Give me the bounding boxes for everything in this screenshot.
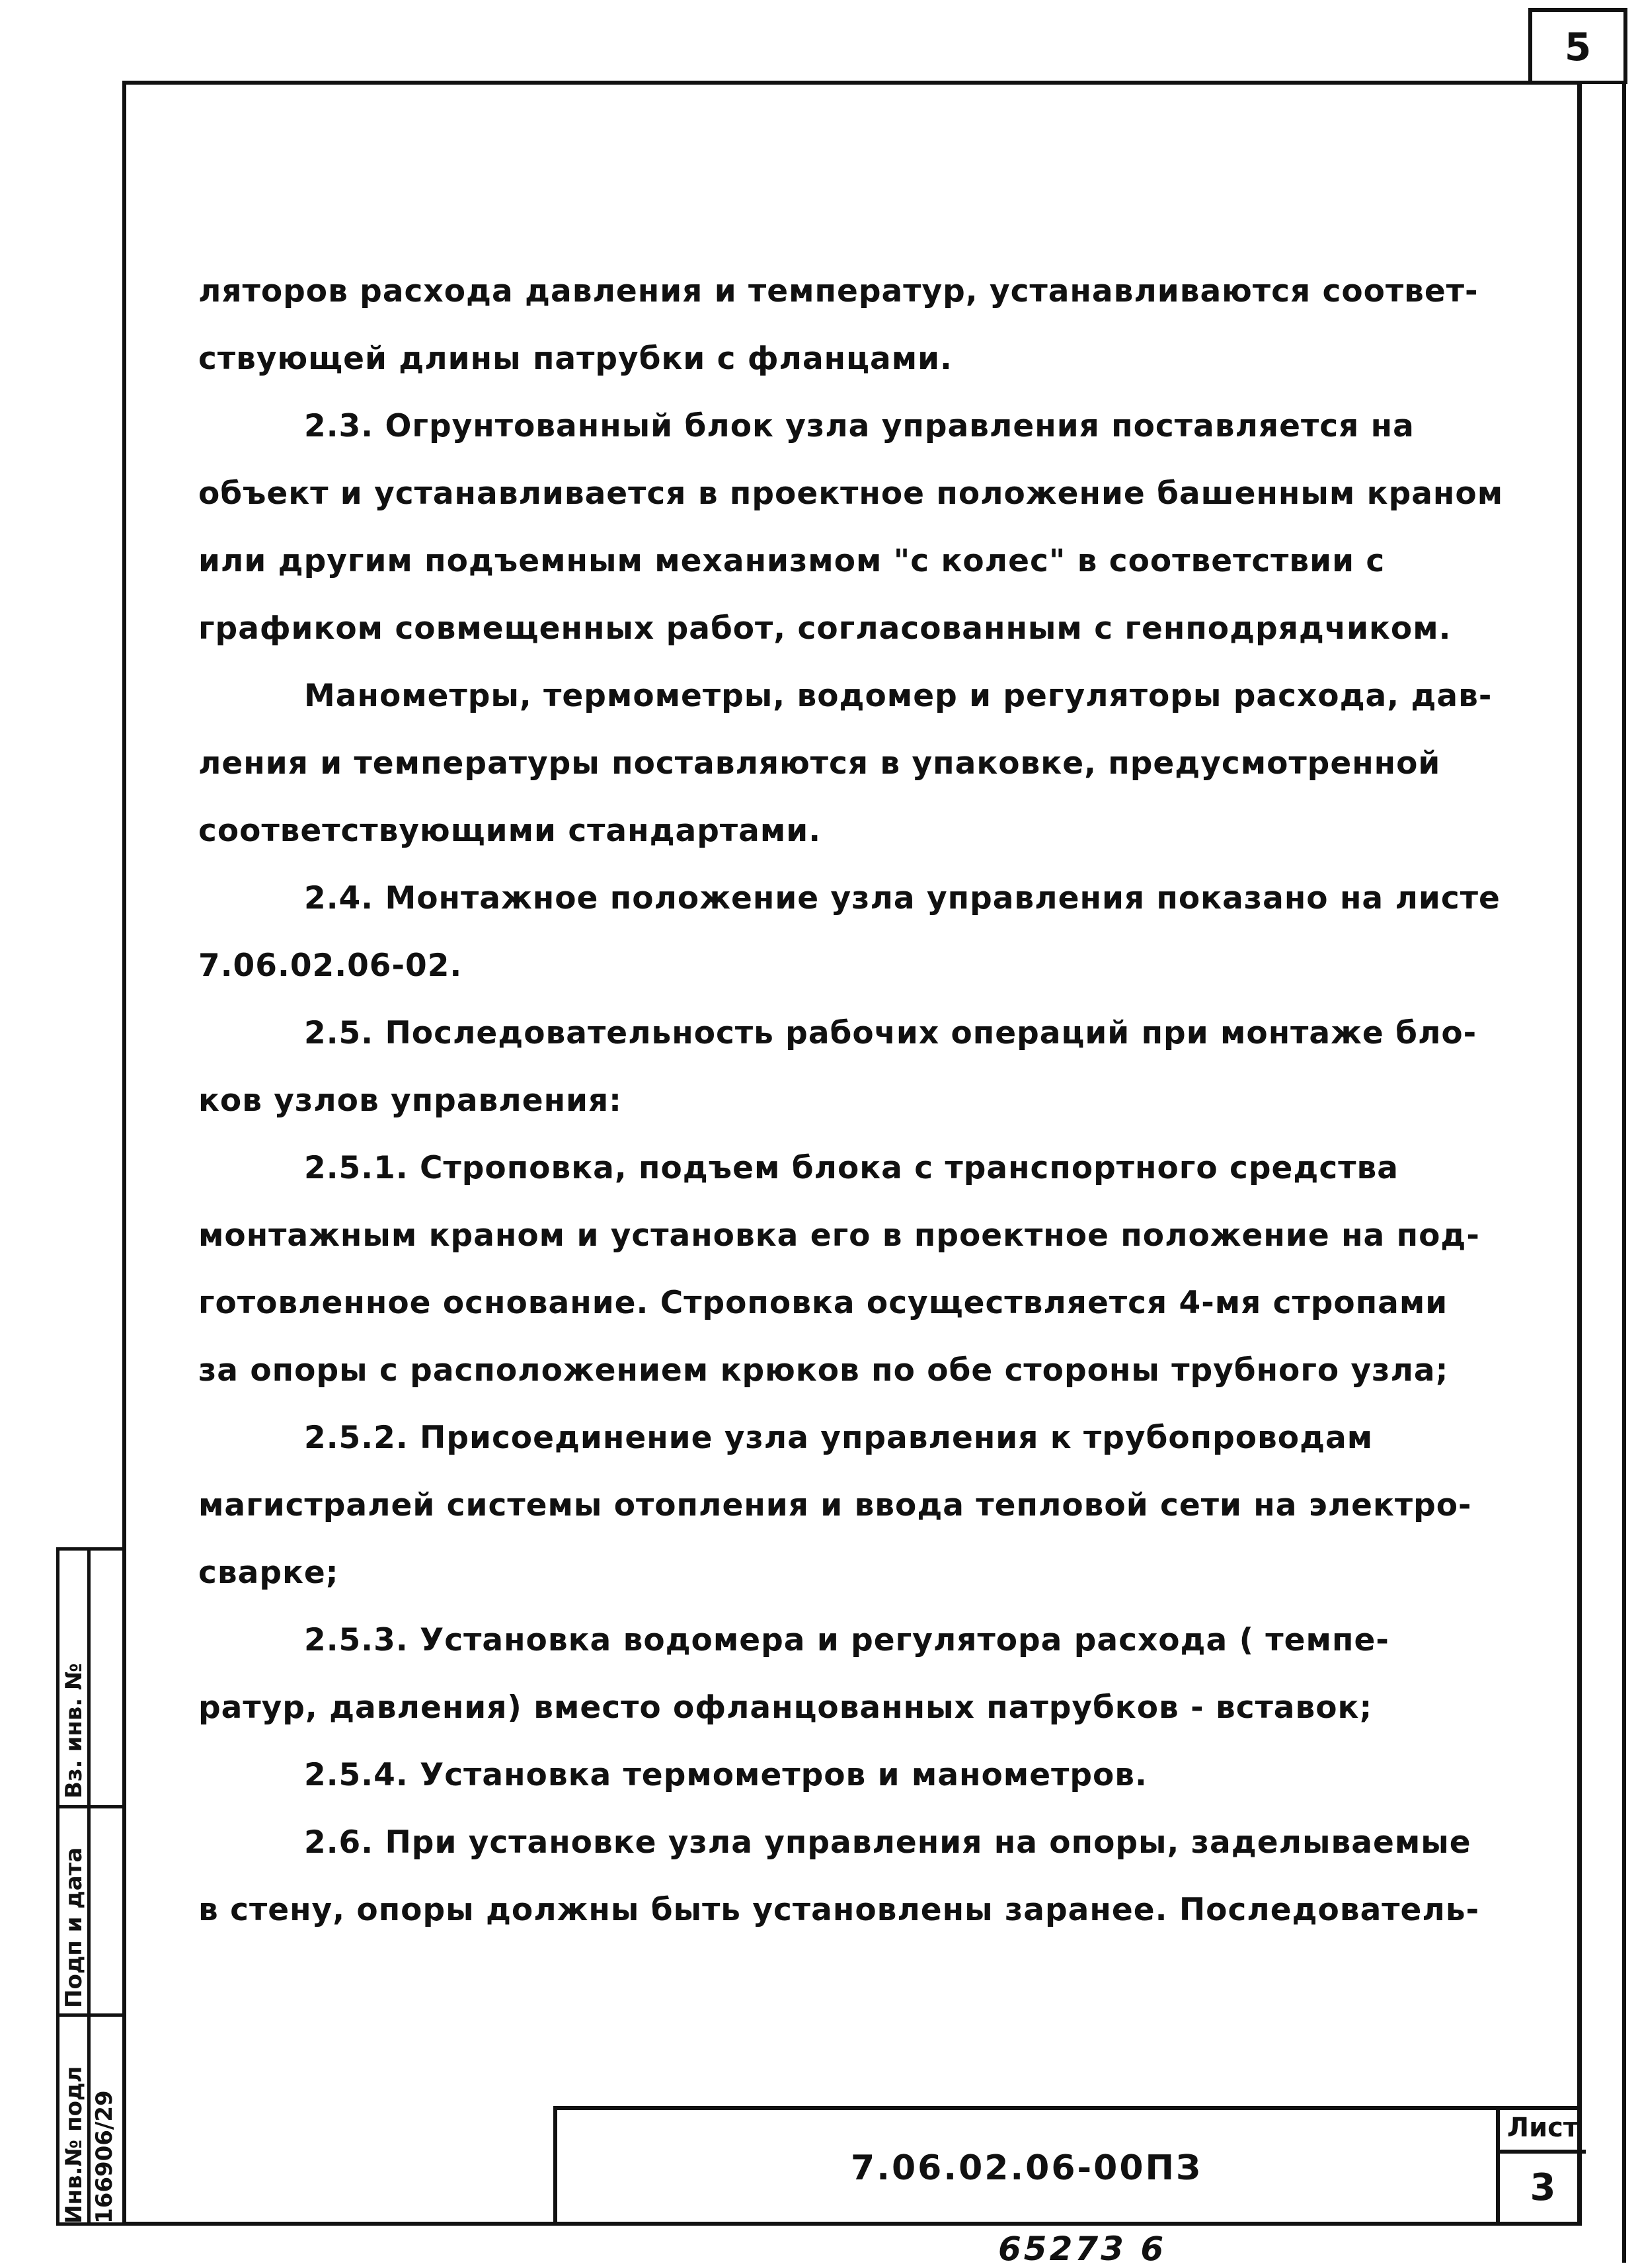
sheet-number: 3 — [1530, 2166, 1556, 2209]
text-line: 2.3. Огрунтованный блок узла управления поставляется на — [304, 408, 1415, 444]
document-code: 7.06.02.06-00ПЗ — [851, 2148, 1202, 2188]
text-line: в стену, опоры должны быть установлены заранее. Последователь- — [198, 1892, 1480, 1928]
text-line: объект и устанавливается в проектное положение башенным краном — [198, 475, 1504, 512]
inv-podl-value: 166906/29 — [91, 2090, 118, 2224]
paragraph — [198, 1135, 1514, 1404]
text-line: 7.06.02.06-02. — [198, 948, 463, 984]
text-line: или другим подъемным механизмом "с колес" в соответствии с — [198, 543, 1386, 579]
text-line: монтажным краном и установка его в проектное положение на под- — [198, 1217, 1480, 1254]
text-line: сварке; — [198, 1555, 339, 1591]
vz-inv-label: Вз. инв. № — [61, 1663, 87, 1799]
title-block — [553, 2106, 1582, 2226]
text-line: соответствующими стандартами. — [198, 813, 822, 849]
paragraph — [198, 1000, 1514, 1135]
sheet-box — [1496, 2106, 1586, 2226]
text-line: 2.5.1. Строповка, подъем блока с транспортного средства — [304, 1150, 1399, 1186]
text-line: ратур, давления) вместо офланцованных патрубков - вставок; — [198, 1689, 1373, 1726]
paragraph — [198, 393, 1514, 663]
text-line: 2.5.3. Установка водомера и регулятора расхода ( темпе- — [304, 1622, 1389, 1658]
right-rule — [1622, 81, 1626, 2263]
page-number: 5 — [1528, 8, 1627, 82]
text-line: 2.5. Последовательность рабочих операций при монтаже бло- — [304, 1015, 1477, 1051]
inv-podl-label: Инв.№ подл — [61, 2066, 87, 2224]
text-line: магистралей системы отопления и ввода тепловой сети на электро- — [198, 1487, 1472, 1523]
paragraph — [198, 1809, 1514, 1944]
strip-divider — [87, 1551, 91, 2222]
text-line: 2.6. При установке узла управления на опоры, заделываемые — [304, 1824, 1471, 1861]
paragraph — [198, 1404, 1514, 1607]
text-line: ков узлов управления: — [198, 1082, 622, 1119]
paragraph — [198, 258, 1514, 393]
text-line: 2.5.4. Установка термометров и манометров. — [304, 1757, 1148, 1793]
text-line: Манометры, термометры, водомер и регуляторы расхода, дав- — [304, 678, 1493, 714]
podp-data-label: Подп и дата — [61, 1847, 87, 2008]
text-line: 2.5.2. Присоединение узла управления к трубопроводам — [304, 1420, 1374, 1456]
text-line: готовленное основание. Строповка осуществляется 4-мя стропами — [198, 1285, 1448, 1321]
strip-line — [59, 1805, 122, 1808]
strip-line — [59, 2013, 122, 2017]
text-line: ствующей длины патрубки с фланцами. — [198, 341, 953, 377]
text-line: ления и температуры поставляются в упаковке, предусмотренной — [198, 745, 1441, 782]
text-line: за опоры с расположением крюков по обе стороны трубного узла; — [198, 1352, 1449, 1389]
footer-number: 65273 6 — [998, 2230, 1167, 2268]
text-line: 2.4. Монтажное положение узла управления показано на листе — [304, 880, 1501, 916]
paragraph — [198, 1607, 1514, 1742]
body-text — [198, 258, 1514, 1944]
paragraph — [198, 865, 1514, 1000]
side-strip — [56, 1547, 122, 2226]
text-line: графиком совмещенных работ, согласованным с генподрядчиком. — [198, 610, 1452, 647]
text-line: ляторов расхода давления и температур, устанавливаются соответ- — [198, 273, 1479, 309]
paragraph — [198, 1742, 1514, 1809]
sheet-label: Лист — [1500, 2106, 1586, 2154]
paragraph — [198, 663, 1514, 865]
